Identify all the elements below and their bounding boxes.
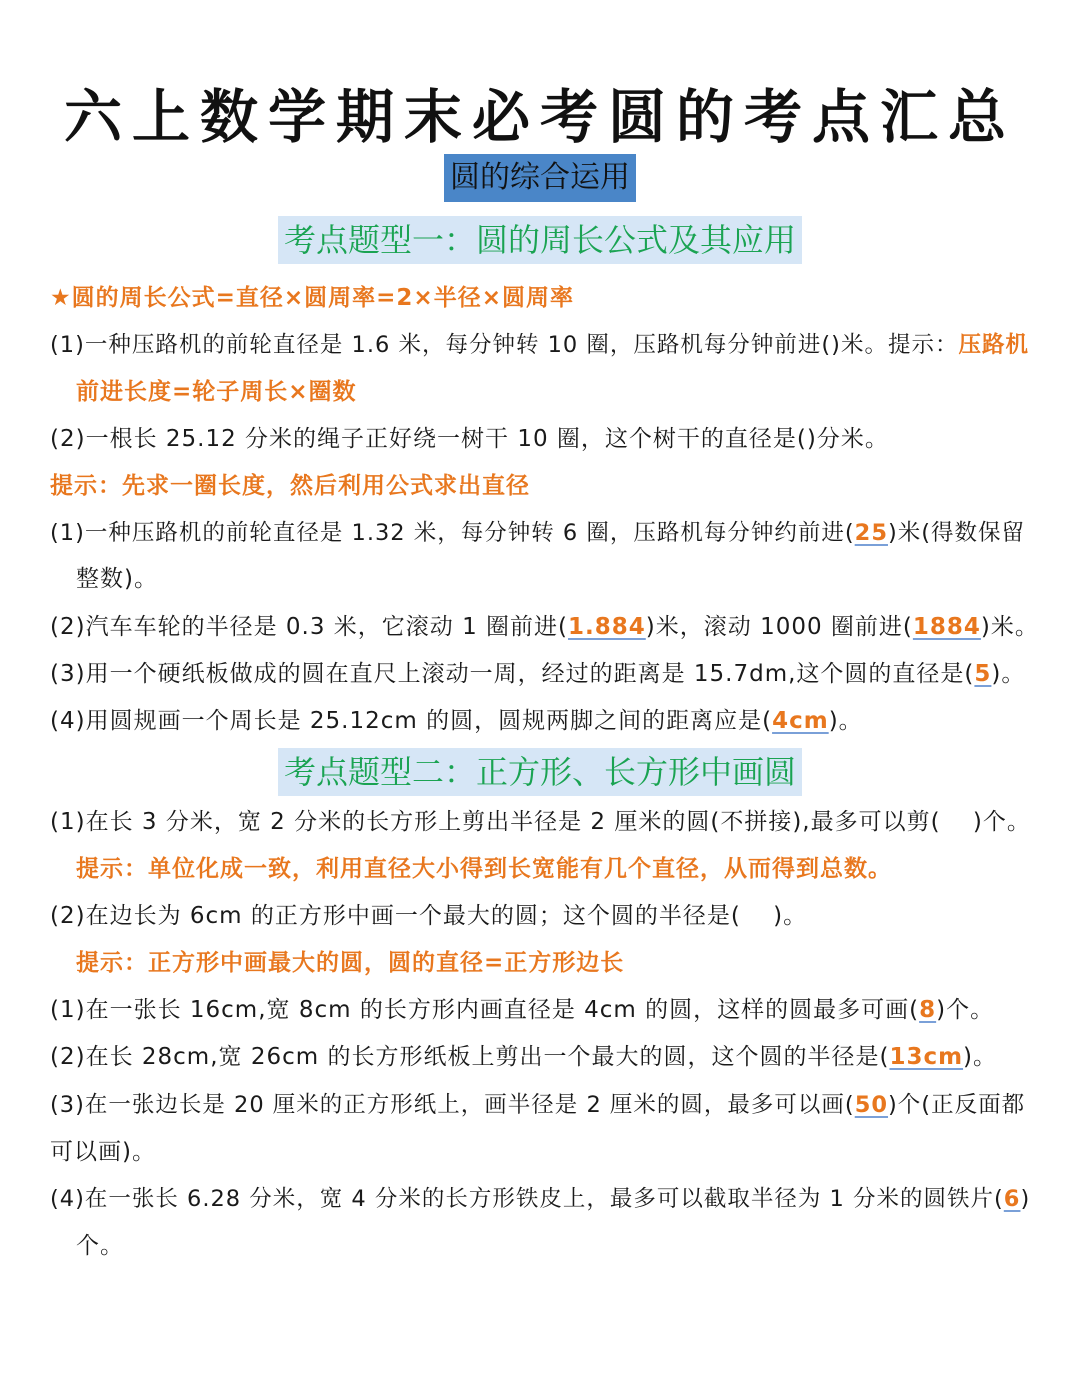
s1-q1-hint-b: 前进长度=轮子周长×圈数 (76, 379, 357, 405)
s1-p4-text-a: (4)用圆规画一个周长是 25.12cm 的圆，圆规两脚之间的距离应是( (50, 708, 773, 734)
s1-p1-text-a: (1)一种压路机的前轮直径是 1.32 米，每分钟转 6 圈，压路机每分钟约前进( (50, 520, 855, 546)
s2-practice-3 (50, 1088, 1040, 1122)
s2-p4-text-b: ) (1020, 1186, 1031, 1212)
s2-p3-answer: 50 (854, 1092, 889, 1118)
s1-hint-2: 提示：先求一圈长度，然后利用公式求出直径 (50, 473, 530, 499)
s2-p1-text-b: )个。 (936, 997, 995, 1023)
s2-p2-answer: 13cm (889, 1044, 964, 1070)
s2-practice-2 (50, 1040, 1040, 1074)
s2-p4-text-a: (4)在一张长 6.28 分米，宽 4 分米的长方形铁皮上，最多可以截取半径为 1 分米的圆铁片( (50, 1186, 1004, 1212)
s1-question-1 (50, 328, 1040, 362)
s1-p2-answer-2: 1884 (912, 614, 981, 640)
s2-p3-text-c: 可以画)。 (50, 1139, 156, 1165)
s1-practice-1 (50, 516, 1040, 550)
s1-p2-answer-1: 1.884 (568, 614, 646, 640)
s1-q1-hint-a: 压路机 (958, 332, 1029, 358)
s1-p3-answer: 5 (974, 661, 992, 687)
s2-hint-1: 提示：单位化成一致，利用直径大小得到长宽能有几个直径，从而得到总数。 (76, 856, 892, 882)
s1-p1-text-c: 整数)。 (76, 566, 158, 592)
s1-question-2: (2)一根长 25.12 分米的绳子正好绕一树干 10 圈，这个树干的直径是()分米。 (50, 426, 889, 452)
s2-p3-text-b: )个(正反面都 (888, 1092, 1026, 1118)
s2-p4-text-c: 个。 (76, 1233, 124, 1259)
section-1-heading: 考点题型一：圆的周长公式及其应用 (278, 216, 802, 264)
section-2-heading-container (0, 748, 1080, 796)
s1-practice-4 (50, 704, 1040, 738)
s1-p4-text-b: )。 (828, 708, 863, 734)
subtitle-container (0, 154, 1080, 202)
circumference-formula: ★圆的周长公式=直径×圆周率=2×半径×圆周率 (50, 285, 574, 311)
s1-p2-text-b: )米，滚动 1000 圈前进( (645, 614, 913, 640)
s2-question-1: (1)在长 3 分米，宽 2 分米的长方形上剪出半径是 2 厘米的圆(不拼接),最多可以剪( )个。 (50, 809, 1031, 835)
s2-p2-text-b: )。 (963, 1044, 998, 1070)
s1-p1-text-b: )米(得数保留 (887, 520, 1026, 546)
s1-p1-answer: 25 (854, 520, 888, 546)
s2-p3-text-a: (3)在一张边长是 20 厘米的正方形纸上，画半径是 2 厘米的圆，最多可以画( (50, 1092, 855, 1118)
s1-p3-text-a: (3)用一个硬纸板做成的圆在直尺上滚动一周，经过的距离是 15.7dm,这个圆的直径是( (50, 661, 975, 687)
s2-p4-answer: 6 (1003, 1186, 1021, 1212)
s1-practice-2 (50, 610, 1040, 644)
s2-p1-text-a: (1)在一张长 16cm,宽 8cm 的长方形内画直径是 4cm 的圆，这样的圆最多可画( (50, 997, 920, 1023)
s2-question-2: (2)在边长为 6cm 的正方形中画一个最大的圆；这个圆的半径是( )。 (50, 903, 808, 929)
page-title: 六上数学期末必考圆的考点汇总 (63, 83, 1016, 151)
s1-p3-text-b: )。 (991, 661, 1026, 687)
s2-p1-answer: 8 (919, 997, 937, 1023)
s2-practice-1 (50, 993, 1040, 1027)
s1-practice-3 (50, 657, 1040, 691)
s2-practice-4 (50, 1182, 1040, 1216)
subtitle: 圆的综合运用 (444, 154, 636, 202)
s2-p2-text-a: (2)在长 28cm,宽 26cm 的长方形纸板上剪出一个最大的圆，这个圆的半径是( (50, 1044, 890, 1070)
s1-p4-answer: 4cm (772, 708, 829, 734)
s1-p2-text-c: )米。 (980, 614, 1039, 640)
section-1-heading-container (0, 216, 1080, 264)
section-2-heading: 考点题型二：正方形、长方形中画圆 (278, 748, 802, 796)
s1-p2-text-a: (2)汽车车轮的半径是 0.3 米，它滚动 1 圈前进( (50, 614, 569, 640)
s2-hint-2: 提示：正方形中画最大的圆，圆的直径=正方形边长 (76, 950, 625, 976)
s1-q1-text: (1)一种压路机的前轮直径是 1.6 米，每分钟转 10 圈，压路机每分钟前进()米。提示： (50, 332, 959, 358)
